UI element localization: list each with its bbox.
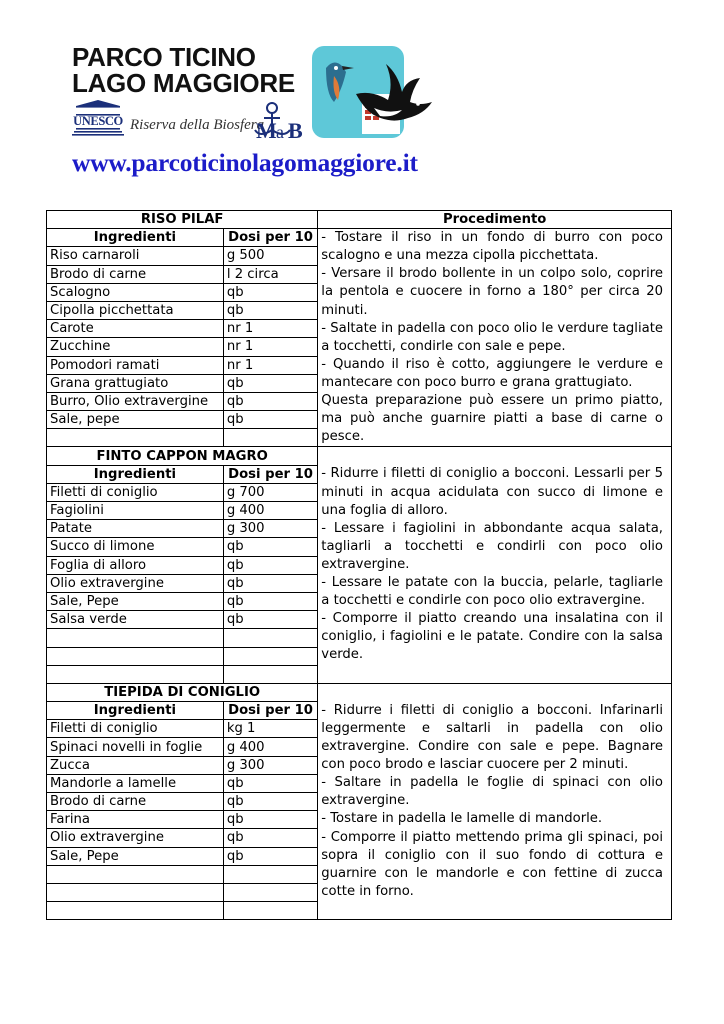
ingredient-name: Spinaci novelli in foglie: [47, 738, 224, 756]
ingredient-quantity: kg 1: [223, 720, 317, 738]
procedure-step: - Tostare in padella le lamelle di mandorle.: [321, 811, 603, 827]
ingredient-name: Olio extravergine: [47, 574, 224, 592]
ingredient-name: Riso carnaroli: [47, 247, 224, 265]
svg-text:M: M: [256, 118, 277, 142]
ingredient-name: Sale, pepe: [47, 411, 224, 429]
ingredient-name: Olio extravergine: [47, 829, 224, 847]
ingredient-name: Grana grattugiato: [47, 374, 224, 392]
procedure-step: - Lessare i fagiolini in abbondante acqua salata, tagliarli a tocchetti e condirli con poco olio extravergine.: [321, 520, 663, 572]
ingredient-name: Succo di limone: [47, 538, 224, 556]
doses-column-header: Dosi per 10: [223, 465, 317, 483]
empty-cell: [223, 883, 317, 901]
ingredient-name: Patate: [47, 520, 224, 538]
svg-text:a: a: [276, 122, 284, 142]
procedure-step: - Comporre il piatto creando una insalatina con il coniglio, i fagiolini e le patate. Condire con la salsa verde.: [321, 611, 663, 663]
ingredient-quantity: g 700: [223, 483, 317, 501]
park-title-line1: PARCO TICINO: [72, 42, 256, 72]
biosphere-reserve-label: Riserva della Biosfera: [130, 117, 265, 133]
recipe-title-row: [47, 447, 672, 465]
unesco-label: UNESCO: [73, 114, 123, 128]
ingredient-quantity: qb: [223, 829, 317, 847]
ingredient-name: Zucchine: [47, 338, 224, 356]
recipe-title: TIEPIDA DI CONIGLIO: [47, 683, 318, 701]
ingredient-quantity: nr 1: [223, 356, 317, 374]
empty-cell: [223, 629, 317, 647]
recipe-title: FINTO CAPPON MAGRO: [47, 447, 318, 465]
ingredient-name: Brodo di carne: [47, 793, 224, 811]
ingredient-name: Fagiolini: [47, 502, 224, 520]
ingredient-quantity: qb: [223, 847, 317, 865]
procedure-header: Procedimento: [318, 211, 672, 229]
ingredient-quantity: g 400: [223, 502, 317, 520]
ingredient-quantity: l 2 circa: [223, 265, 317, 283]
doses-column-header: Dosi per 10: [223, 229, 317, 247]
ingredient-name: Sale, Pepe: [47, 847, 224, 865]
ingredient-name: Zucca: [47, 756, 224, 774]
procedure-step: - Saltare in padella le foglie di spinaci con olio extravergine.: [321, 775, 663, 809]
empty-cell: [47, 647, 224, 665]
empty-cell: [47, 429, 224, 447]
procedure-step: - Tostare il riso in un fondo di burro con poco scalogno e una mezza cipolla picchettata.: [321, 230, 663, 264]
ingredient-name: Carote: [47, 320, 224, 338]
empty-cell: [47, 865, 224, 883]
procedure-text: [321, 684, 663, 901]
ingredient-quantity: g 300: [223, 756, 317, 774]
recipes-table: [46, 210, 672, 920]
ingredient-name: Filetti di coniglio: [47, 720, 224, 738]
mab-logo-icon: [250, 100, 310, 142]
empty-cell: [47, 629, 224, 647]
ingredient-quantity: g 400: [223, 738, 317, 756]
procedure-text: [321, 447, 663, 664]
ingredient-quantity: qb: [223, 374, 317, 392]
ingredient-name: Filetti di coniglio: [47, 483, 224, 501]
ingredient-quantity: qb: [223, 392, 317, 410]
ingredient-name: Burro, Olio extravergine: [47, 392, 224, 410]
ingredient-name: Mandorle a lamelle: [47, 774, 224, 792]
empty-cell: [47, 902, 224, 920]
svg-text:B: B: [288, 118, 303, 142]
empty-cell: [47, 883, 224, 901]
park-website-link[interactable]: www.parcoticinolagomaggiore.it: [72, 148, 418, 177]
empty-cell: [47, 665, 224, 683]
ingredient-name: Salsa verde: [47, 611, 224, 629]
ingredient-name: Foglia di alloro: [47, 556, 224, 574]
procedure-step: - Versare il brodo bollente in un colpo solo, coprire la pentola e cuocere in forno a 180° per circa 20 minuti.: [321, 266, 663, 318]
procedure-text: [321, 229, 663, 446]
ingredient-quantity: qb: [223, 556, 317, 574]
ingredient-quantity: qb: [223, 283, 317, 301]
ingredient-quantity: qb: [223, 301, 317, 319]
ingredient-quantity: qb: [223, 574, 317, 592]
ingredient-quantity: qb: [223, 774, 317, 792]
ingredient-name: Cipolla picchettata: [47, 301, 224, 319]
ingredient-name: Brodo di carne: [47, 265, 224, 283]
unesco-base-icon: [72, 128, 124, 140]
ingredient-quantity: qb: [223, 793, 317, 811]
ingredient-quantity: qb: [223, 538, 317, 556]
empty-cell: [223, 865, 317, 883]
procedure-step: - Lessare le patate con la buccia, pelarle, tagliarle a tocchetti e condirle con poco olio extravergine.: [321, 575, 663, 609]
procedure-step: - Ridurre i filetti di coniglio a bocconi. Lessarli per 5 minuti in acqua acidulata con succo di limone e una foglia di alloro.: [321, 466, 663, 518]
doses-column-header: Dosi per 10: [223, 702, 317, 720]
ingredients-column-header: Ingredienti: [47, 229, 224, 247]
recipe-title: RISO PILAF: [47, 211, 318, 229]
ingredients-column-header: Ingredienti: [47, 702, 224, 720]
procedure-step: - Saltate in padella con poco olio le verdure tagliate a tocchetti, condirle con sale e pepe.: [321, 320, 663, 354]
recipe-title-row: [47, 683, 672, 701]
procedure-cell: [318, 229, 672, 447]
procedure-step: Questa preparazione può essere un primo piatto, ma può anche guarnire piatti a base di carne o pesce.: [321, 393, 663, 445]
empty-cell: [223, 665, 317, 683]
procedure-step: - Quando il riso è cotto, aggiungere le verdure e mantecare con poco burro e grana grattugiato.: [321, 356, 663, 390]
park-title-line2: LAGO MAGGIORE: [72, 68, 295, 98]
procedure-step: - Comporre il piatto mettendo prima gli spinaci, poi sopra il coniglio con il suo fondo di cottura e guarnire con le mandorle e con fettine di zucca cotte in forno.: [321, 829, 663, 899]
ingredient-name: Farina: [47, 811, 224, 829]
ingredients-column-header: Ingredienti: [47, 465, 224, 483]
ingredient-name: Pomodori ramati: [47, 356, 224, 374]
procedure-cell: [318, 447, 672, 683]
ingredients-header-row: [47, 229, 672, 247]
ingredient-quantity: qb: [223, 411, 317, 429]
empty-cell: [223, 647, 317, 665]
ingredient-quantity: qb: [223, 611, 317, 629]
ingredient-quantity: qb: [223, 592, 317, 610]
empty-cell: [223, 902, 317, 920]
procedure-cell: [318, 683, 672, 919]
ingredient-name: Scalogno: [47, 283, 224, 301]
ingredient-name: Sale, Pepe: [47, 592, 224, 610]
ingredient-quantity: g 500: [223, 247, 317, 265]
bird-logo-icon: [354, 56, 434, 136]
procedure-step: - Ridurre i filetti di coniglio a bocconi. Infarinarli leggermente e saltarli in padella con olio extravergine. Condire con sale e pepe. Bagnare con poco brodo e lasciar cuocere per 2 minuti.: [321, 702, 663, 773]
ingredient-quantity: nr 1: [223, 338, 317, 356]
recipe-title-row: [47, 211, 672, 229]
ingredient-quantity: g 300: [223, 520, 317, 538]
empty-cell: [223, 429, 317, 447]
ingredient-quantity: qb: [223, 811, 317, 829]
ingredient-quantity: nr 1: [223, 320, 317, 338]
park-title: [72, 44, 312, 96]
